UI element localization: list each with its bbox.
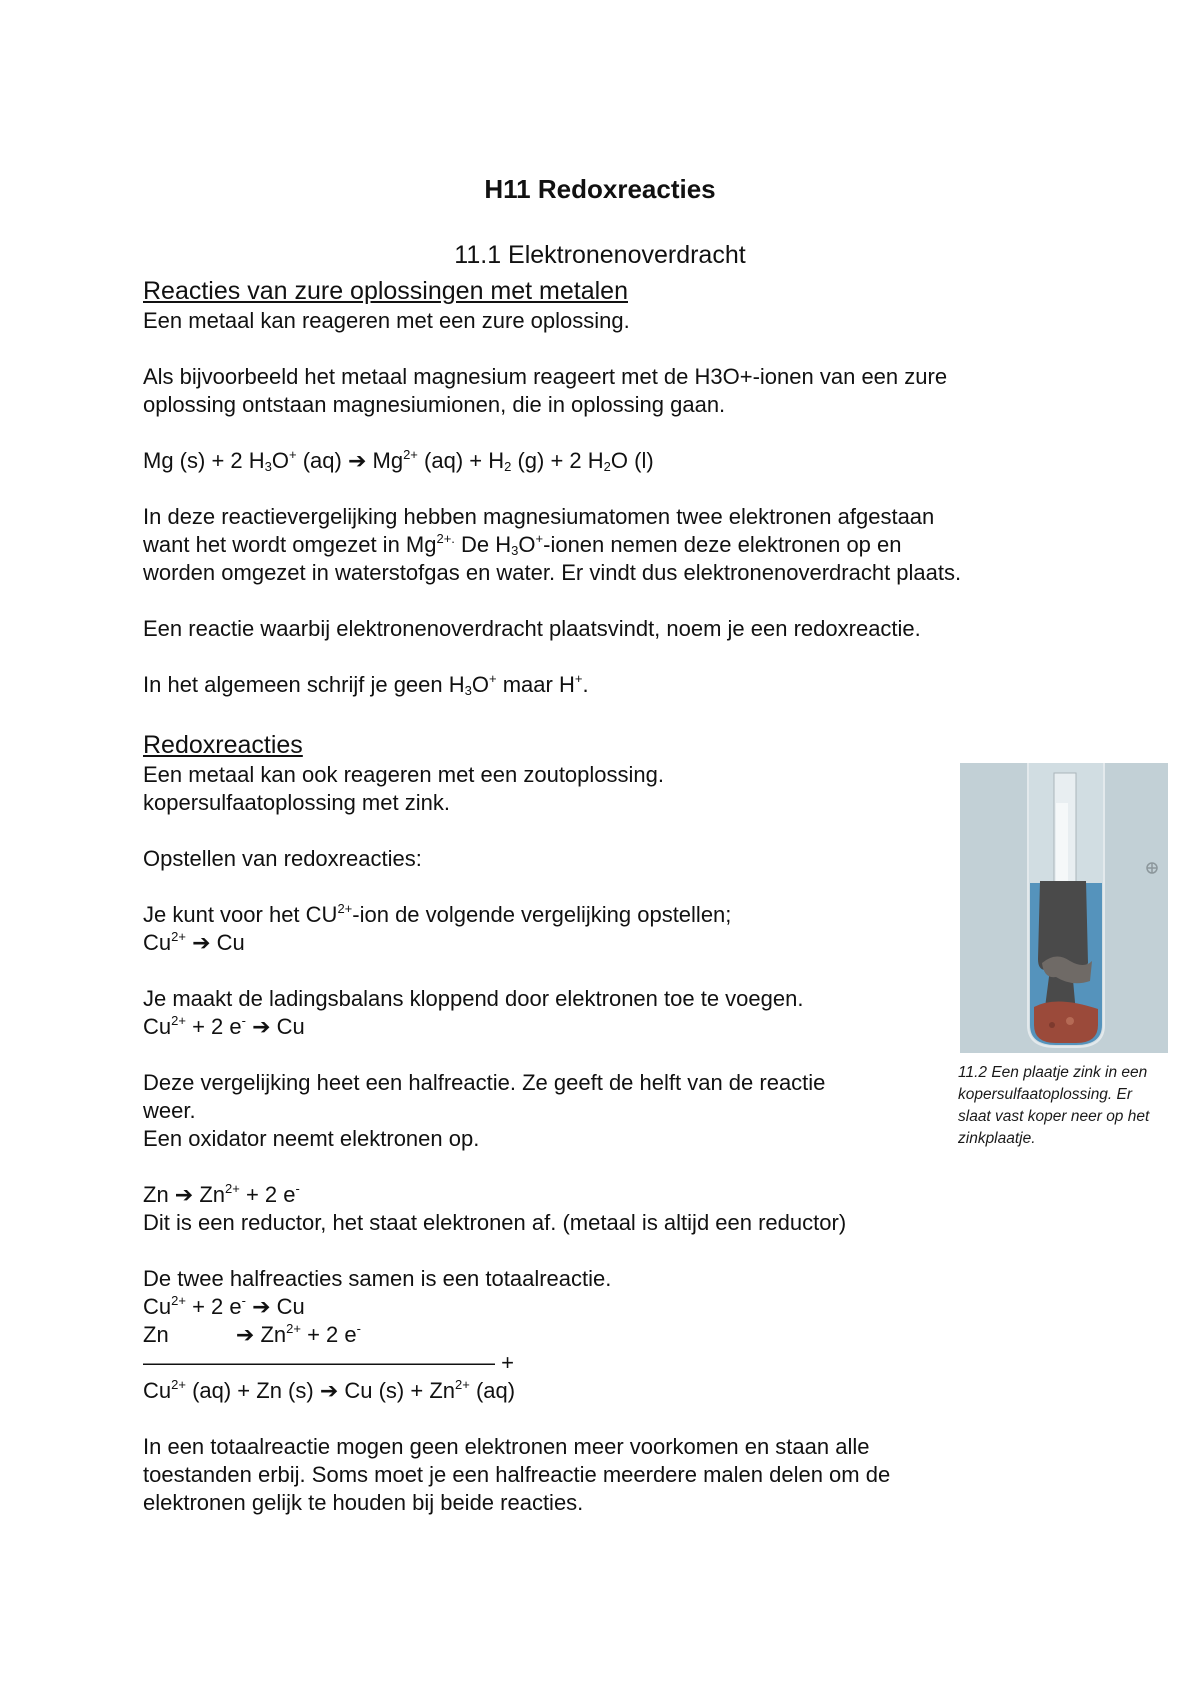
paragraph: want het wordt omgezet in $Mg^{2+.}$ De $H_3O^+$-ionen nemen deze elektronen op en	[143, 531, 902, 558]
arrow-icon: ➔	[192, 930, 211, 955]
paragraph: De twee halfreacties samen is een totaalreactie.	[143, 1266, 612, 1291]
arrow-icon: ➔	[319, 1378, 339, 1403]
test-tube-illustration	[960, 763, 1168, 1053]
paragraph: worden omgezet in waterstofgas en water. Er vindt dus elektronenoverdracht plaats.	[143, 560, 962, 585]
equation-zn: Zn ➔ $Zn^{2+} + 2$ e-	[143, 1181, 300, 1207]
document-body	[143, 275, 1043, 1517]
section-title: 11.1 Elektronenoverdracht	[454, 241, 746, 269]
paragraph: Een metaal kan ook reageren met een zoutoplossing.	[143, 762, 664, 787]
equation-cu-electrons: $Cu^{2+} + 2$ e- ➔ Cu	[143, 1013, 305, 1039]
paragraph: In een totaalreactie mogen geen elektronen meer voorkomen en staan alle	[143, 1434, 870, 1459]
figure-caption: 11.2 Een plaatje zink in een kopersulfaatoplossing. Er slaat vast koper neer op het zinkplaatje.	[958, 1064, 1150, 1147]
paragraph: Een metaal kan reageren met een zure oplossing.	[143, 308, 630, 333]
chapter-title: H11 Redoxreacties	[484, 174, 716, 204]
definition-redox: Een reactie waarbij elektronenoverdracht plaatsvindt, noem je een redoxreactie.	[143, 616, 921, 641]
arrow-icon: ➔	[347, 448, 367, 473]
equation-sum-cu: $Cu^{2+} + 2$ e- ➔ Cu	[143, 1293, 305, 1319]
paragraph: elektronen gelijk te houden bij beide reacties.	[143, 1490, 584, 1515]
paragraph: In het algemeen schrijf je geen $H_3O^+$ maar H+.	[143, 671, 589, 698]
paragraph: Deze vergelijking heet een halfreactie. Ze geeft de helft van de reactie	[143, 1070, 826, 1095]
paragraph: Als bijvoorbeeld het metaal magnesium reageert met de H3O+-ionen van een zure	[143, 364, 948, 389]
arrow-icon: ➔	[252, 1014, 271, 1039]
section-heading-acids: Reacties van zure oplossingen met metalen	[143, 277, 628, 305]
paragraph: Een oxidator neemt elektronen op.	[143, 1126, 480, 1151]
paragraph: weer.	[143, 1098, 196, 1123]
paragraph: toestanden erbij. Soms moet je een halfreactie meerdere malen delen om de	[143, 1462, 891, 1487]
arrow-icon: ➔	[235, 1322, 255, 1347]
equation-mg-h3o: Mg (s) + 2 $H_3O^+$ (aq) ➔ $Mg^{2+}$ $(aq) + H_2$ (g) + 2 $H_2O$ (l)	[143, 447, 654, 474]
section-heading-redox: Redoxreacties	[143, 731, 303, 759]
paragraph: Je maakt de ladingsbalans kloppend door elektronen toe te voegen.	[143, 986, 804, 1011]
equation-sum-zn: Zn ➔ $Zn^{2+} + 2$ e-	[143, 1321, 361, 1347]
arrow-icon: ➔	[174, 1182, 194, 1207]
sum-line: ———————————————— +	[143, 1350, 514, 1375]
equation-total: $Cu^{2+}$ (aq) + Zn (s) ➔ Cu $(s) + Zn^{2+}$ (aq)	[143, 1377, 516, 1403]
paragraph: In deze reactievergelijking hebben magnesiumatomen twee elektronen afgestaan	[143, 504, 935, 529]
paragraph: Opstellen van redoxreacties:	[143, 846, 422, 871]
arrow-icon: ➔	[252, 1294, 271, 1319]
test-tube-photo	[960, 763, 1168, 1053]
equation-cu: $Cu^{2+}$ ➔ Cu	[143, 929, 245, 955]
paragraph: Dit is een reductor, het staat elektronen af. (metaal is altijd een reductor)	[143, 1210, 847, 1235]
paragraph: oplossing ontstaan magnesiumionen, die in oplossing gaan.	[143, 392, 726, 417]
paragraph: kopersulfaatoplossing met zink.	[143, 790, 450, 815]
copper-deposit	[1034, 1001, 1098, 1043]
paragraph: Je kunt voor het $CU^{2+}$-ion de volgende vergelijking opstellen;	[143, 901, 732, 927]
